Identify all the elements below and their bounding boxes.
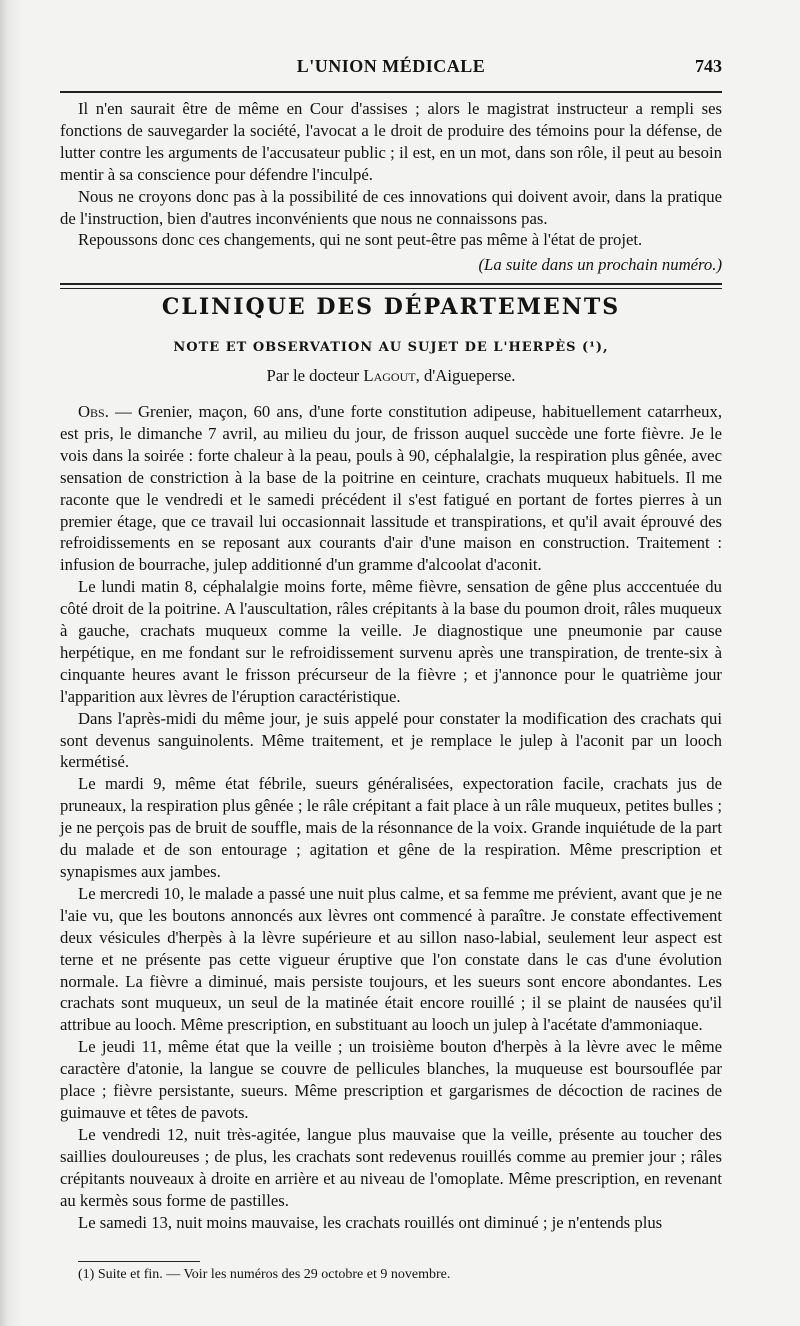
byline-prefix: Par le docteur bbox=[266, 366, 360, 386]
article-title: NOTE ET OBSERVATION AU SUJET DE L'HERPÈS (¹), bbox=[173, 340, 609, 356]
continuation-note: (La suite dans un prochain numéro.) bbox=[478, 255, 722, 275]
intro-paragraph: Il n'en saurait être de même en Cour d'assises ; alors le magistrat instructeur a rempli ses fonctions de sauvegarder la société, l'avocat a le droit de produire des témoins pour la défense, de lutter contre les arguments de l'accusateur public ; il est, en un mot, dans son rôle, il peut au besoin mentir à sa conscience pour défendre l'inculpé. bbox=[60, 99, 722, 184]
observation-paragraph: Le vendredi 12, nuit très-agitée, langue plus mauvaise que la veille, présente au toucher des saillies douloureuses ; de plus, les crachats sont redevenus rouillés comme au premier jour ; râles crépitants nouveaux à droite en arrière et au niveau de l'omoplate. Même prescription, en revenant au kermès sous forme de pastilles. bbox=[60, 1124, 722, 1210]
header-rule bbox=[60, 91, 722, 93]
intro-paragraph: Repoussons donc ces changements, qui ne sont peut-être pas même à l'état de projet. bbox=[78, 230, 643, 250]
observation-paragraph bbox=[60, 401, 722, 576]
observation-text: — Grenier, maçon, 60 ans, d'une forte constitution adipeuse, habituellement catarrheux, est pris, le dimanche 7 avril, au milieu du jour, de frisson auquel succède une forte fièvre. Je le vois dans la soirée : forte chaleur à la peau, pouls à 90, céphalalgie, la respiration plus gênée, avec sensation de constriction à la base de la poitrine en ceinture, crachats muqueux habituels. Il me raconte que le vendredi et le samedi précédent il s'est fatigué en portant de fortes pierres à un premier étage, que ce travail lui occasionnait lassitude et transpirations, et qu'il avait éprouvé des refroidissements en se reposant aux courants d'air d'une maison en construction. Traitement : infusion de bourrache, julep additionné d'un gramme d'alcoolat d'aconit. bbox=[60, 401, 722, 575]
footnote-rule bbox=[78, 1261, 200, 1262]
byline-suffix: , d'Aigueperse. bbox=[415, 366, 516, 386]
intro-paragraph: Nous ne croyons donc pas à la possibilité de ces innovations qui doivent avoir, dans la pratique de l'instruction, bien d'autres inconvénients que nous ne connaissons pas. bbox=[60, 186, 722, 228]
running-title: L'UNION MÉDICALE bbox=[296, 56, 486, 76]
section-title: CLINIQUE DES DÉPARTEMENTS bbox=[161, 294, 621, 321]
observation-paragraph: Le samedi 13, nuit moins mauvaise, les crachats rouillés ont diminué ; je n'entends plus bbox=[78, 1212, 663, 1232]
observation-paragraph: Le lundi matin 8, céphalalgie moins forte, même fièvre, sensation de gêne plus acccentuée du côté droit de la poitrine. A l'auscultation, râles crépitants à la base du poumon droit, râles muqueux à gauche, crachats muqueux comme la veille. Je diagnostique une pneumonie par cause herpétique, en me fondant sur le refroidissement survenu après une transpiration, de trente-six à cinquante heures avant le frisson précurseur de la fièvre ; et j'annonce pour le quatrième jour l'apparition aux lèvres de l'éruption caractéristique. bbox=[60, 577, 722, 706]
observation-paragraph: Le mardi 9, même état fébrile, sueurs généralisées, expectoration facile, crachats jus de pruneaux, la respiration plus gênée ; le râle crépitant a fait place à un râle muqueux, petites bulles ; je ne perçois pas de bruit de souffle, mais de la résonnance de la voix. Grande inquiétude de la part du malade et de son entourage ; agitation et gêne de la respiration. Même prescription et synapismes aux jambes. bbox=[60, 774, 722, 881]
main-text bbox=[60, 98, 722, 1233]
observation-paragraph: Dans l'après-midi du même jour, je suis appelé pour constater la modification des crachats qui sont devenus sanguinolents. Même traitement, et je remplace le julep à l'aconit par un looch kermétisé. bbox=[60, 708, 722, 772]
observation-label: Obs. bbox=[78, 401, 109, 421]
footnote: (1) Suite et fin. — Voir les numéros des 29 octobre et 9 novembre. bbox=[78, 1267, 451, 1282]
section-divider bbox=[60, 283, 722, 289]
observation-paragraph: Le mercredi 10, le malade a passé une nuit plus calme, et sa femme me prévient, avant que je ne l'aie vu, que les boutons annoncés aux lèvres ont commencé à paraître. Je constate effectivement deux vésicules d'herpès à la lèvre supérieure et au sillon naso-labial, seulement leur aspect est terne et ne présente pas cette vigueur éruptive que l'on constate dans le cas d'une évolution normale. La fièvre a diminué, mais persiste toujours, et les sueurs sont encore abondantes. Les crachats sont muqueux, un seul de la matinée était encore rouillé ; il se plaint de nausées qu'il attribue au looch. Même prescription, en substituant au looch un julep à l'acétate d'ammoniaque. bbox=[60, 883, 722, 1035]
author-name: Lagout bbox=[363, 366, 416, 386]
page-number: 743 bbox=[695, 56, 722, 76]
byline bbox=[60, 365, 722, 387]
observation-paragraph: Le jeudi 11, même état que la veille ; un troisième bouton d'herpès à la lèvre avec le même caractère d'atonie, la langue se couvre de pellicules blanches, la muqueuse est boursouflée par place ; fièvre persistante, sueurs. Même prescription et gargarismes de décoction de racines de guimauve et têtes de pavots. bbox=[60, 1037, 722, 1122]
page-header bbox=[60, 56, 722, 88]
